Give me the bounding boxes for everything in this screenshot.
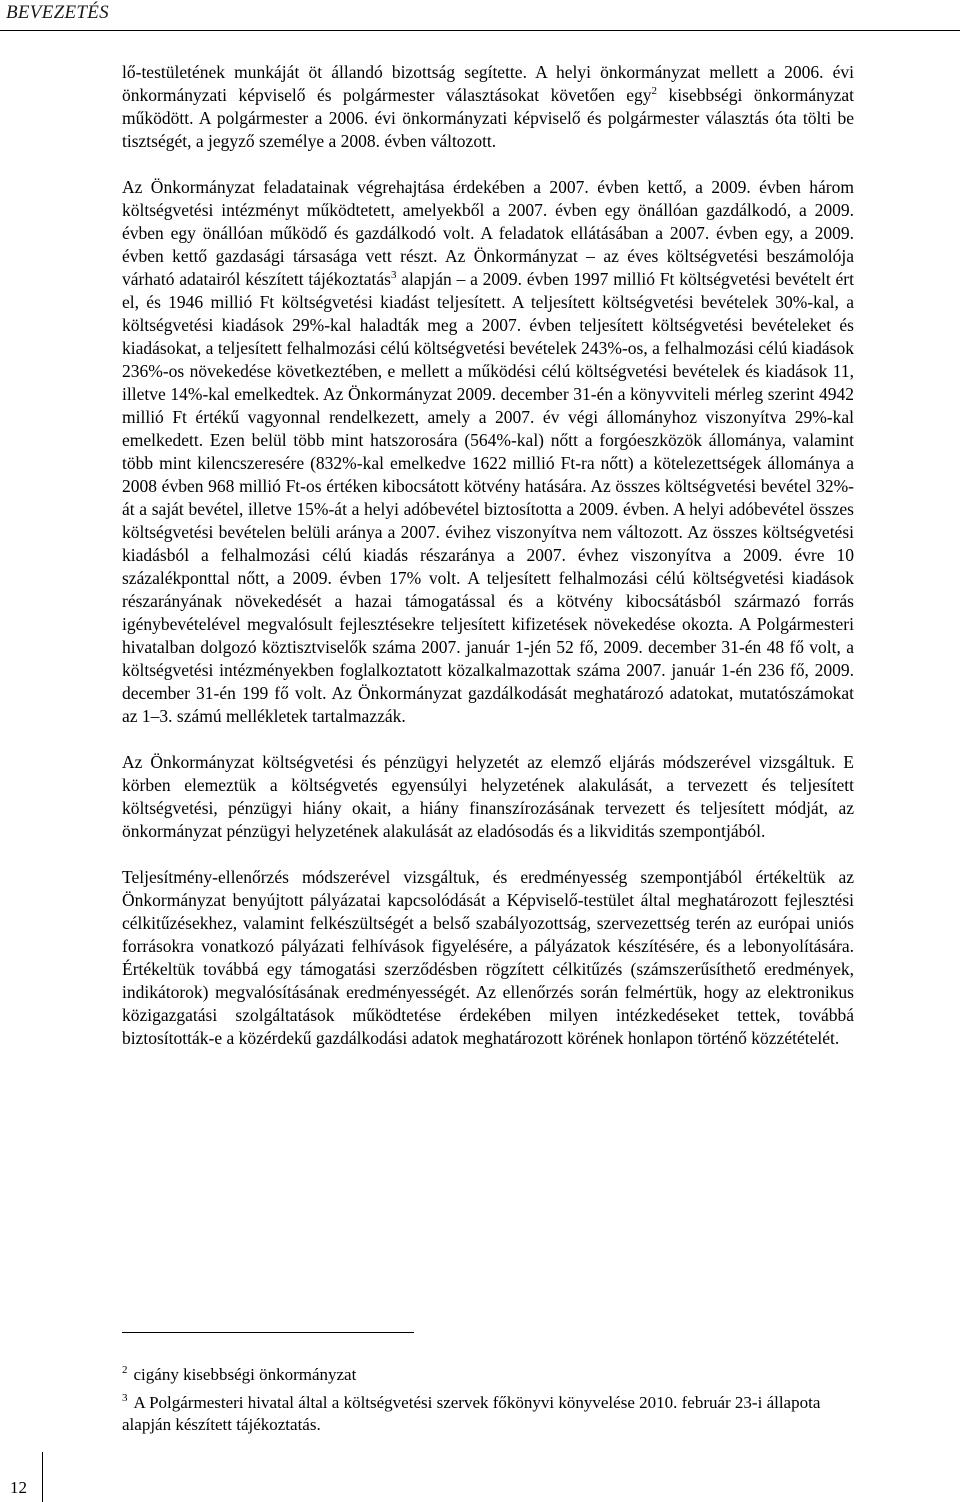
footnote-ref-2[interactable]: 2 (651, 85, 658, 98)
paragraph-2 (122, 176, 854, 728)
footnote-text: A Polgármesteri hivatal által a költségvetési szervek főkönyvi könyvelése 2010. február 23-i állapota alapján készített tájékoztatás. (122, 1393, 821, 1434)
paragraph-1-text-b: kisebbségi önkormányzat működött. A polgármester a 2006. évi önkormányzati képviselő és polgármester választás óta tölti be tisztségét, a jegyző személye a 2008. évben változott. (122, 85, 854, 151)
footnote-separator (122, 1332, 414, 1333)
footnote-text: cigány kisebbségi önkormányzat (133, 1365, 357, 1384)
page-number: 12 (10, 1478, 27, 1497)
page-margin-line (42, 1452, 43, 1502)
paragraph-3: Az Önkormányzat költségvetési és pénzügyi helyzetét az elemző eljárás módszerével vizsgáltuk. E körben elemeztük a költségvetés egyensúlyi helyzetének alakulását, a tervezett és teljesített költségvetési, pénzügyi hiány okait, a hiány finanszírozásának tervezett és teljesített módját, az önkormányzat pénzügyi helyzetének alakulását az eladósodás és a likviditás szempontjából. (122, 752, 854, 841)
footnotes (122, 1364, 854, 1442)
footnote-number: 3 (122, 1392, 128, 1405)
footnote-3 (122, 1392, 854, 1436)
paragraph-2-text-a: Az Önkormányzat feladatainak végrehajtása érdekében a 2007. évben kettő, a 2009. évben három költségvetési intézményt működtetett, amelyekből a 2007. évben egy önállóan gazdálkodó, a 2009. évben egy önállóan működő és gazdálkodó volt. A feladatok ellátásában a 2007. évben egy, a 2009. évben kettő gazdasági társasága vett részt. Az Önkormányzat – az éves költségvetési beszámolója várható adatairól készített tájékoztatás (122, 177, 854, 289)
body-text (122, 61, 854, 1050)
paragraph-4: Teljesítmény-ellenőrzés módszerével vizsgáltuk, és eredményesség szempontjából értékeltük az Önkormányzat benyújtott pályázatai kapcsolódását a Képviselő-testület által meghatározott fejlesztési célkitűzésekhez, valamint felkészültségét a belső szabályozottság, szervezettség terén az európai uniós forrásokra vonatkozó pályázati felhívások figyelésére, a pályázatok készítésére, és a lebonyolítására. Értékeltük továbbá egy támogatási szerződésben rögzített célkitűzés (számszerűsíthető eredmények, indikátorok) megvalósításának eredményességét. Az ellenőrzés során felmértük, hogy az elektronikus közigazgatási szolgáltatások működtetése érdekében milyen intézkedéseket tettek, továbbá biztosították-e a közérdekű gazdálkodási adatok meghatározott körének honlapon történő közzétételét. (122, 867, 854, 1048)
paragraph-1 (122, 61, 854, 153)
footnote-ref-3[interactable]: 3 (390, 269, 397, 282)
footnote-number: 2 (122, 1364, 128, 1377)
paragraph-2-text-b: alapján – a 2009. évben 1997 millió Ft költségvetési bevételt ért el, és 1946 millió Ft költségvetési kiadást teljesített. A teljesített költségvetési bevételek 30%-kal, a költségvetési kiadások 29%-kal haladták meg a 2007. évben teljesített költségvetési bevételeket és kiadásokat, a teljesített felhalmozási célú költségvetési bevételek 243%-os, a felhalmozási célú kiadások 236%-os növekedése következtében, e mellett a működési célú költségvetési bevételek és kiadások 11, illetve 14%-kal emelkedtek. Az Önkormányzat 2009. december 31-én a könyvviteli mérleg szerint 4942 millió Ft értékű vagyonnal rendelkezett, amely a 2007. év végi állományhoz viszonyítva 29%-kal emelkedett. Ezen belül több mint hatszorosára (564%-kal) nőtt a forgóeszközök állománya, valamint több mint kilencszeresére (832%-kal emelkedve 1622 millió Ft-ra nőtt) a kötelezettségek állománya a 2008 évben 968 millió Ft-os értéken kibocsátott kötvény hatására. Az összes költségvetési bevétel 32%-át a saját bevétel, illetve 15%-át a helyi adóbevétel biztosította a 2009. évben. A helyi adóbevétel összes költségvetési bevételen belüli aránya a 2007. évihez viszonyítva nem változott. Az összes költségvetési kiadásból a felhalmozási célú kiadás részaránya a 2007. évhez viszonyítva a 2009. évre 10 százalékponttal nőtt, a 2009. évben 17% volt. A teljesített felhalmozási célú költségvetési kiadások részarányának növekedését a hazai támogatással és a kötvény kibocsátásból származó forrás igénybevételével megvalósult fejlesztésekre teljesített kifizetések növekedése okozta. A Polgármesteri hivatalban dolgozó köztisztviselők száma 2007. január 1-jén 52 fő, 2009. december 31-én 48 fő volt, a költségvetési intézményekben foglalkoztatott közalkalmazottak száma 2007. január 1-én 236 fő, 2009. december 31-én 199 fő volt. Az Önkormányzat gazdálkodását meghatározó adatokat, mutatószámokat az 1–3. számú mellékletek tartalmazzák. (122, 269, 854, 726)
footnote-2 (122, 1364, 854, 1386)
header-rule (0, 30, 960, 31)
section-header-title: BEVEZETÉS (6, 2, 109, 23)
paragraph-1-text-a: lő-testületének munkáját öt állandó bizottság segítette. A helyi önkormányzat mellett a 2006. évi önkormányzati képviselő és polgármester választásokat követően egy (122, 62, 854, 105)
